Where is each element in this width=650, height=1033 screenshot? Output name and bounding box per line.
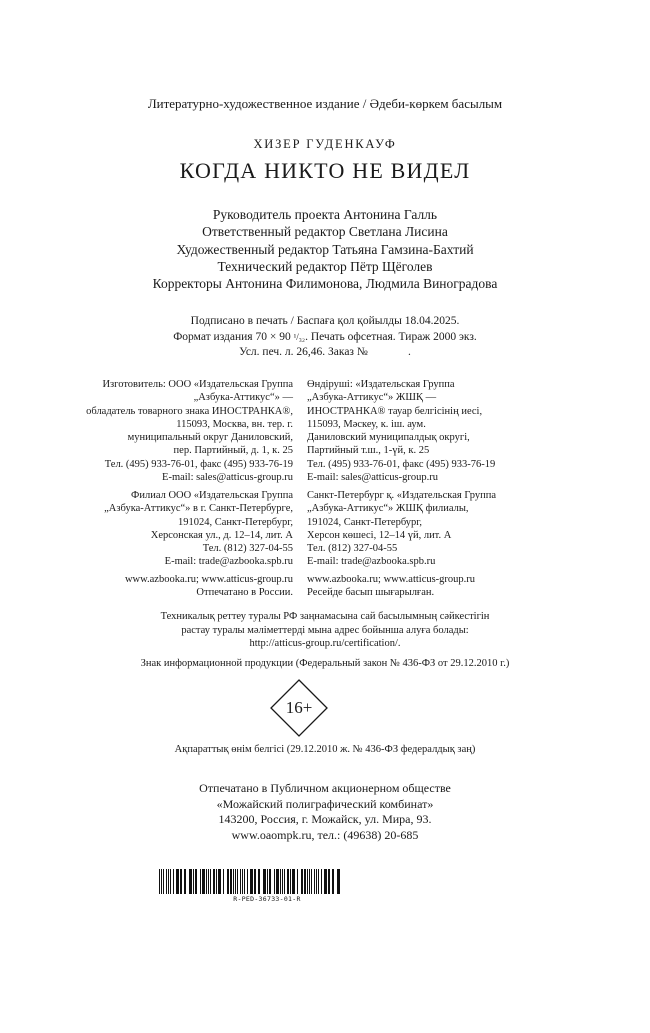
sites-kz-line: www.azbooka.ru; www.atticus-group.ru <box>307 574 476 585</box>
barcode-bar <box>284 869 285 894</box>
branch-kz-line: 191024, Санкт-Петербург, <box>307 516 423 528</box>
barcode-bar <box>170 869 171 894</box>
signed-date: Подписано в печать / Баспаға қол қойылды 18.04.2025. <box>190 315 460 327</box>
branch-ru-line: Херсонская ул., д. 12–14, лит. А <box>150 529 293 541</box>
barcode-bar <box>227 869 229 894</box>
barcode-bar <box>180 869 182 894</box>
barcode-bar <box>163 869 164 894</box>
branch-ru-line: Филиал ООО «Издательская Группа <box>131 490 293 501</box>
barcode-bar <box>218 869 221 894</box>
branch-kz-line: „Азбука-Аттикус“» ЖШҚ филиалы, <box>307 503 469 515</box>
barcode-bar <box>332 869 334 894</box>
manufacturer-kz-line: Тел. (495) 933-76-01, факс (495) 933-76-19 <box>307 458 496 470</box>
barcode-bar <box>193 869 194 894</box>
manufacturer-ru-line: Изготовитель: ООО «Издательская Группа <box>102 379 293 390</box>
barcode-bar <box>200 869 201 894</box>
barcode-bar <box>230 869 232 894</box>
barcode-bar <box>247 869 248 894</box>
manufacturer-kz-line: ИНОСТРАНКА® тауар белгісінің иесі, <box>307 405 483 417</box>
sites-kz-line: Ресейде басып шығарылған. <box>307 587 435 599</box>
credit-line: Руководитель проекта Антонина Галль <box>212 207 438 222</box>
tech-regulation-line: растау туралы мәліметтерді мына адрес бойынша алуға болады: <box>181 624 469 636</box>
barcode-bar <box>314 869 315 894</box>
printer-line: «Можайский полиграфический комбинат» <box>216 796 434 811</box>
barcode-bar <box>250 869 253 894</box>
printer-info <box>0 781 650 843</box>
manufacturer-kz-line: Партийный т.ш., 1-үй, к. 25 <box>307 445 430 457</box>
barcode-bar <box>210 869 211 894</box>
barcode-bar <box>189 869 192 894</box>
barcode-bar <box>267 869 268 894</box>
barcode-bar <box>173 869 174 894</box>
barcode-bar <box>176 869 179 894</box>
branch-kz-line: E-mail: trade@azbooka.spb.ru <box>307 556 436 568</box>
branch-kz-line: Херсон көшесі, 12–14 үй, лит. А <box>307 529 452 541</box>
barcode-bar <box>240 869 241 894</box>
barcode-bar <box>304 869 306 894</box>
barcode-bar <box>263 869 266 894</box>
barcode-bar <box>168 869 169 894</box>
barcode-bar <box>223 869 224 894</box>
branch-ru-line: 191024, Санкт-Петербург, <box>177 516 293 528</box>
sites-ru <box>60 573 293 600</box>
credits-block <box>0 206 650 292</box>
barcode-bar <box>161 869 162 894</box>
format-prefix: Формат издания 70 × 90 <box>173 330 294 343</box>
info-sign-kz: Ақпараттық өнім белгісі (29.12.2010 ж. № 436-ФЗ федералдық заң) <box>174 744 476 755</box>
barcode-bar <box>208 869 209 894</box>
manufacturer-ru-line: пер. Партийный, д. 1, к. 25 <box>173 445 293 457</box>
branch-ru <box>60 489 293 569</box>
barcode-bar <box>159 869 160 894</box>
barcode <box>158 869 343 894</box>
manufacturer-kz-line: Даниловский муниципалдық округі, <box>307 432 470 444</box>
credit-line: Корректоры Антонина Филимонова, Людмила Виноградова <box>152 276 498 292</box>
barcode-bar <box>258 869 260 894</box>
barcode-bar <box>276 869 279 894</box>
barcode-bar <box>233 869 234 894</box>
manufacturer-kz-line: „Азбука-Аттикус“» ЖШҚ — <box>307 392 437 404</box>
manufacturer-kz-line: E-mail: sales@atticus-group.ru <box>307 472 438 484</box>
order-line: Усл. печ. л. 26,46. Заказ № . <box>239 346 411 358</box>
branch-ru-line: Тел. (812) 327-04-55 <box>202 543 293 555</box>
print-info <box>0 314 650 361</box>
format-suffix: . Печать офсетная. Тираж 2000 экз. <box>305 330 477 343</box>
series-line: Литературно-художественное издание / Әдеби-көркем басылым <box>147 96 503 111</box>
credit-line: Технический редактор Пётр Щёголев <box>217 258 433 274</box>
credit-line: Ответственный редактор Светлана Лисина <box>202 224 448 240</box>
branch-kz <box>307 489 577 569</box>
barcode-bar <box>184 869 186 894</box>
barcode-bar <box>274 869 275 894</box>
barcode-bar <box>202 869 205 894</box>
tech-regulation <box>0 610 650 651</box>
barcode-bar <box>206 869 207 894</box>
manufacturer-ru-line: „Азбука-Аттикус“» — <box>193 392 293 404</box>
barcode-bar <box>195 869 197 894</box>
barcode-bar <box>237 869 238 894</box>
book-title: КОГДА НИКТО НЕ ВИДЕЛ <box>179 158 471 183</box>
printer-line: 143200, Россия, г. Можайск, ул. Мира, 93. <box>218 812 432 826</box>
format-line <box>0 330 650 346</box>
barcode-bar <box>166 869 167 894</box>
barcode-bar <box>328 869 330 894</box>
manufacturer-kz-line: 115093, Мәскеу, к. іш. аум. <box>307 418 426 430</box>
barcode-bar <box>301 869 303 894</box>
branch-ru-line: E-mail: trade@azbooka.spb.ru <box>164 556 293 568</box>
branch-kz-line: Санкт-Петербург қ. «Издательская Группа <box>307 490 496 501</box>
author-name: ХИЗЕР ГУДЕНКАУФ <box>253 137 397 151</box>
manufacturer-kz <box>307 378 577 484</box>
barcode-bar <box>337 869 340 894</box>
branch-ru-line: „Азбука-Аттикус“» в г. Санкт-Петербурге, <box>104 503 293 515</box>
barcode-text: R-PED-36733-01-R <box>233 895 301 903</box>
branch-kz-line: Тел. (812) 327-04-55 <box>307 543 398 555</box>
manufacturer-ru-line: обладатель товарного знака ИНОСТРАНКА®, <box>86 405 293 417</box>
info-sign-ru: Знак информационной продукции (Федеральный закон № 436-ФЗ от 29.12.2010 г.) <box>140 658 510 669</box>
barcode-bar <box>244 869 245 894</box>
barcode-bar <box>292 869 295 894</box>
barcode-bar <box>282 869 283 894</box>
age-rating-label: 16+ <box>285 698 313 717</box>
barcode-bar <box>324 869 327 894</box>
printer-line: www.oaompk.ru, тел.: (49638) 20-685 <box>231 827 419 842</box>
barcode-bar <box>287 869 289 894</box>
credit-line: Художественный редактор Татьяна Гамзина-Бахтий <box>176 241 474 257</box>
manufacturer-ru-line: Тел. (495) 933-76-01, факс (495) 933-76-19 <box>104 458 293 470</box>
format-fraction: ¹/₃₂ <box>293 331 306 342</box>
barcode-bar <box>309 869 310 894</box>
sites-kz <box>307 573 577 600</box>
barcode-bar <box>297 869 298 894</box>
barcode-bar <box>213 869 215 894</box>
tech-regulation-line: Техникалық реттеу туралы РФ заңнамасына сай басылымның сәйкестігін <box>160 611 490 622</box>
barcode-bar <box>290 869 291 894</box>
barcode-bar <box>254 869 256 894</box>
barcode-bar <box>269 869 271 894</box>
sites-ru-line: www.azbooka.ru; www.atticus-group.ru <box>124 574 293 585</box>
barcode-bar <box>242 869 243 894</box>
barcode-bar <box>235 869 236 894</box>
manufacturer-ru-line: 115093, Москва, вн. тер. г. <box>176 418 293 430</box>
printer-line: Отпечатано в Публичном акционерном обществе <box>199 781 451 795</box>
barcode-bar <box>321 869 322 894</box>
manufacturer-kz-line: Өндіруші: «Издательская Группа <box>307 379 455 390</box>
barcode-bar <box>280 869 281 894</box>
manufacturer-ru <box>60 378 293 484</box>
barcode-bar <box>307 869 308 894</box>
barcode-bar <box>216 869 217 894</box>
barcode-bar <box>318 869 319 894</box>
tech-regulation-line: http://atticus-group.ru/certification/. <box>249 638 401 649</box>
manufacturer-ru-line: муниципальный округ Даниловский, <box>127 432 293 444</box>
sites-ru-line: Отпечатано в России. <box>196 587 293 599</box>
barcode-bar <box>311 869 312 894</box>
manufacturer-ru-line: E-mail: sales@atticus-group.ru <box>162 472 293 484</box>
barcode-bar <box>316 869 317 894</box>
